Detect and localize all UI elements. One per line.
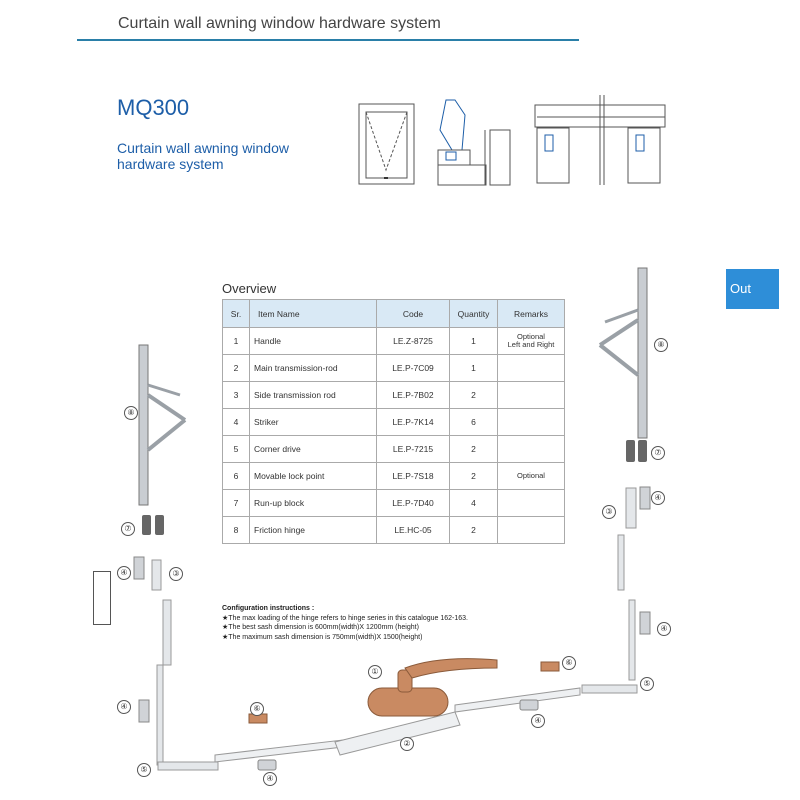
table-row: [223, 517, 565, 544]
col-code: Code: [377, 300, 450, 328]
out-tab[interactable]: Out: [726, 269, 779, 309]
run-up-block-left: [142, 515, 164, 535]
row-sr: 8: [223, 517, 250, 544]
frame-marker: [93, 571, 111, 625]
run-up-block-right: [626, 440, 647, 462]
row-remark: [498, 382, 565, 409]
row-name: Side transmission rod: [250, 382, 377, 409]
row-code: LE.P-7215: [377, 436, 450, 463]
header-title: Curtain wall awning window hardware system: [118, 15, 441, 32]
friction-hinge-right: [600, 268, 647, 438]
horizontal-section-drawing: [535, 95, 665, 185]
row-remark: Optional: [498, 463, 565, 490]
row-remark: [498, 517, 565, 544]
row-qty: 1: [450, 355, 498, 382]
row-sr: 3: [223, 382, 250, 409]
callout-8-left: ⑧: [124, 406, 138, 420]
table-header-row: [223, 300, 565, 328]
row-remark: [498, 328, 565, 355]
parts-table: [222, 299, 565, 544]
col-item-name: Item Name: [250, 300, 377, 328]
row-qty: 6: [450, 409, 498, 436]
row-sr: 5: [223, 436, 250, 463]
row-name: Run-up block: [250, 490, 377, 517]
row-code: LE.Z-8725: [377, 328, 450, 355]
callout-3-left: ③: [169, 567, 183, 581]
row-qty: 2: [450, 517, 498, 544]
row-code: LE.P-7C09: [377, 355, 450, 382]
row-qty: 2: [450, 382, 498, 409]
row-sr: 6: [223, 463, 250, 490]
callout-3-right: ③: [602, 505, 616, 519]
row-remark: [498, 355, 565, 382]
callout-4-right-top: ④: [651, 491, 665, 505]
callout-1: ①: [368, 665, 382, 679]
table-row: [223, 490, 565, 517]
callout-4-middle: ④: [531, 714, 545, 728]
window-elevation-drawing: [359, 104, 414, 184]
row-sr: 2: [223, 355, 250, 382]
row-sr: 4: [223, 409, 250, 436]
row-name: Main transmission-rod: [250, 355, 377, 382]
callout-6-left: ⑥: [250, 702, 264, 716]
callout-4-right-bottom: ④: [657, 622, 671, 636]
table-row: [223, 328, 565, 355]
friction-hinge-left: [139, 345, 185, 505]
row-code: LE.P-7D40: [377, 490, 450, 517]
row-code: LE.HC-05: [377, 517, 450, 544]
callout-5-left: ⑤: [137, 763, 151, 777]
config-heading: Configuration instructions :: [222, 605, 315, 612]
row-qty: 2: [450, 436, 498, 463]
remark-line: Optional: [517, 332, 545, 341]
configuration-instructions: [222, 604, 468, 642]
vertical-section-drawing: [438, 100, 510, 185]
table-row: [223, 355, 565, 382]
row-qty: 4: [450, 490, 498, 517]
config-line: ★The max loading of the hinge refers to hinge series in this catalogue 162-163.: [222, 614, 468, 622]
row-qty: 2: [450, 463, 498, 490]
row-code: LE.P-7B02: [377, 382, 450, 409]
row-remark: [498, 490, 565, 517]
overview-title: Overview: [222, 281, 277, 296]
callout-6-right: ⑥: [562, 656, 576, 670]
config-line: ★The maximum sash dimension is 750mm(width)X 1500(height): [222, 633, 423, 641]
row-name: Striker: [250, 409, 377, 436]
table-row: [223, 409, 565, 436]
callout-5-right: ⑤: [640, 677, 654, 691]
row-sr: 7: [223, 490, 250, 517]
row-name: Corner drive: [250, 436, 377, 463]
product-model: MQ300: [117, 95, 190, 120]
callout-4-left-top: ④: [117, 566, 131, 580]
col-quantity: Quantity: [450, 300, 498, 328]
callout-4-left-bottom: ④: [117, 700, 131, 714]
remark-line: Left and Right: [507, 340, 555, 349]
callout-7-right: ⑦: [651, 446, 665, 460]
row-qty: 1: [450, 328, 498, 355]
config-line: ★The best sash dimension is 600mm(width)X 1200mm (height): [222, 624, 419, 631]
col-remarks: Remarks: [498, 300, 565, 328]
product-subtitle: Curtain wall awning window hardware system: [117, 140, 289, 172]
side-rod-left: [152, 560, 218, 770]
callout-7-left: ⑦: [121, 522, 135, 536]
col-sr: Sr.: [223, 300, 250, 328]
row-sr: 1: [223, 328, 250, 355]
table-row: [223, 436, 565, 463]
row-remark: [498, 436, 565, 463]
table-row: [223, 382, 565, 409]
callout-2: ②: [400, 737, 414, 751]
callout-8-right: ⑧: [654, 338, 668, 352]
row-code: LE.P-7S18: [377, 463, 450, 490]
row-name: Friction hinge: [250, 517, 377, 544]
table-row: [223, 463, 565, 490]
row-name: Movable lock point: [250, 463, 377, 490]
callout-4-bottom: ④: [263, 772, 277, 786]
row-name: Handle: [250, 328, 377, 355]
row-remark: [498, 409, 565, 436]
row-code: LE.P-7K14: [377, 409, 450, 436]
